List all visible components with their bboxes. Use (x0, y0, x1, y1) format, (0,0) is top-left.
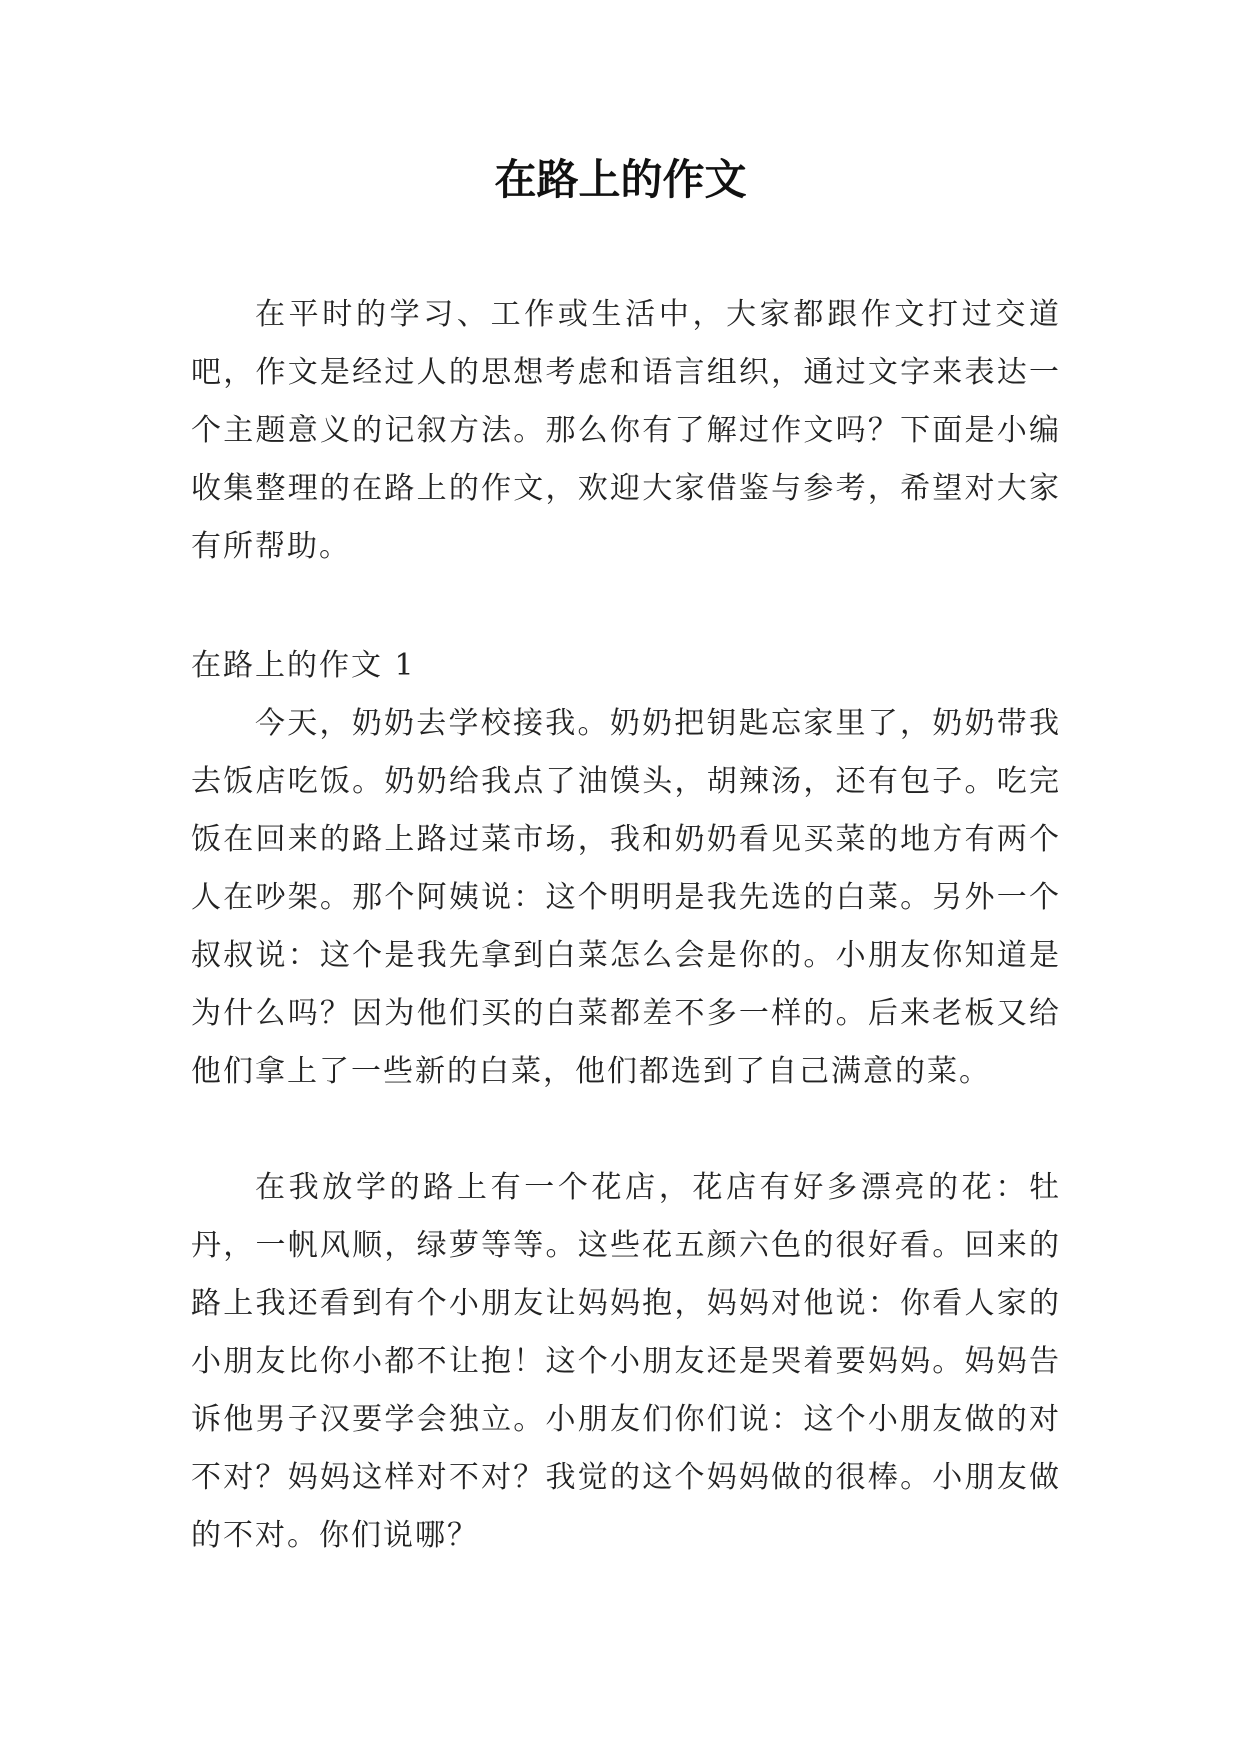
intro-paragraph: 在平时的学习、工作或生活中，大家都跟作文打过交道吧，作文是经过人的思想考虑和语言组织，通过文字来表达一个主题意义的记叙方法。那么你有了解过作文吗？下面是小编收集整理的在路上的作文，欢迎大家借鉴与参考，希望对大家有所帮助。 (191, 297, 1061, 564)
section-heading: 在路上的作文 1 (191, 648, 416, 683)
document-title: 在路上的作文 (494, 155, 747, 204)
section-paragraph-2: 在我放学的路上有一个花店，花店有好多漂亮的花：牡丹，一帆风顺，绿萝等等。这些花五颜六色的很好看。回来的路上我还看到有个小朋友让妈妈抱，妈妈对他说：你看人家的小朋友比你小都不让抱！这个小朋友还是哭着要妈妈。妈妈告诉他男子汉要学会独立。小朋友们你们说：这个小朋友做的对不对？妈妈这样对不对？我觉的这个妈妈做的很棒。小朋友做的不对。你们说哪？ (191, 1170, 1061, 1553)
section-paragraph-1: 今天，奶奶去学校接我。奶奶把钥匙忘家里了，奶奶带我去饭店吃饭。奶奶给我点了油馍头，胡辣汤，还有包子。吃完饭在回来的路上路过菜市场，我和奶奶看见买菜的地方有两个人在吵架。那个阿姨说：这个明明是我先选的白菜。另外一个叔叔说：这个是我先拿到白菜怎么会是你的。小朋友你知道是为什么吗？因为他们买的白菜都差不多一样的。后来老板又给他们拿上了一些新的白菜，他们都选到了自己满意的菜。 (191, 706, 1061, 1089)
